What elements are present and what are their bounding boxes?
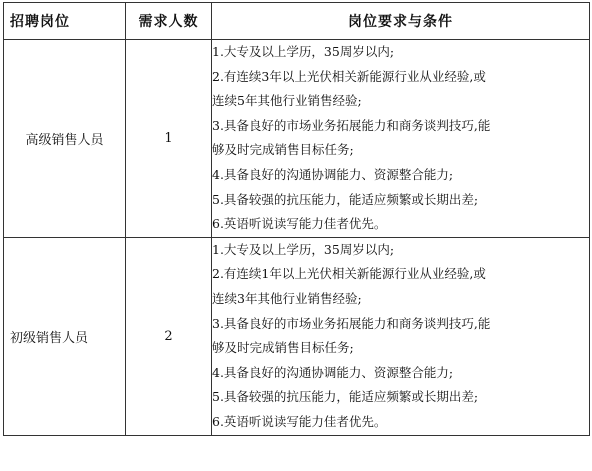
- position-cell: 初级销售人员: [4, 237, 126, 435]
- requirement-line: 5.具备较强的抗压能力，能适应频繁或长期出差;: [212, 191, 479, 207]
- requirements-cell: [212, 40, 590, 238]
- requirement-line: 够及时完成销售目标任务;: [212, 142, 354, 158]
- requirement-line: 2.有连续1年以上光伏相关新能源行业从业经验,或: [212, 266, 486, 282]
- requirement-line: 4.具备良好的沟通协调能力、资源整合能力;: [212, 364, 454, 380]
- requirement-line: 3.具备良好的市场业务拓展能力和商务谈判技巧,能: [212, 117, 491, 133]
- requirement-line: 够及时完成销售目标任务;: [212, 340, 354, 356]
- requirement-line: 3.具备良好的市场业务拓展能力和商务谈判技巧,能: [212, 315, 491, 331]
- recruitment-table: [3, 2, 590, 436]
- requirement-line: 连续5年其他行业销售经验;: [212, 93, 362, 109]
- requirement-line: 4.具备良好的沟通协调能力、资源整合能力;: [212, 166, 454, 182]
- requirement-line: 6.英语听说读写能力佳者优先。: [212, 216, 387, 232]
- count-cell: 2: [126, 237, 212, 435]
- requirement-line: 5.具备较强的抗压能力，能适应频繁或长期出差;: [212, 389, 479, 405]
- table-header-row: [4, 3, 590, 40]
- header-count: 需求人数: [126, 3, 212, 40]
- position-cell: 高级销售人员: [4, 40, 126, 238]
- count-cell: 1: [126, 40, 212, 238]
- table-row-junior-sales: [4, 237, 590, 435]
- requirements-cell: [212, 237, 590, 435]
- requirement-line: 1.大专及以上学历，35周岁以内;: [212, 241, 395, 257]
- header-position: 招聘岗位: [4, 3, 126, 40]
- table-row-senior-sales: [4, 40, 590, 238]
- requirement-line: 2.有连续3年以上光伏相关新能源行业从业经验,或: [212, 68, 486, 84]
- header-requirements: 岗位要求与条件: [212, 3, 590, 40]
- requirement-line: 1.大专及以上学历，35周岁以内;: [212, 44, 395, 59]
- requirement-line: 连续3年其他行业销售经验;: [212, 290, 362, 306]
- requirement-line: 6.英语听说读写能力佳者优先。: [212, 413, 387, 429]
